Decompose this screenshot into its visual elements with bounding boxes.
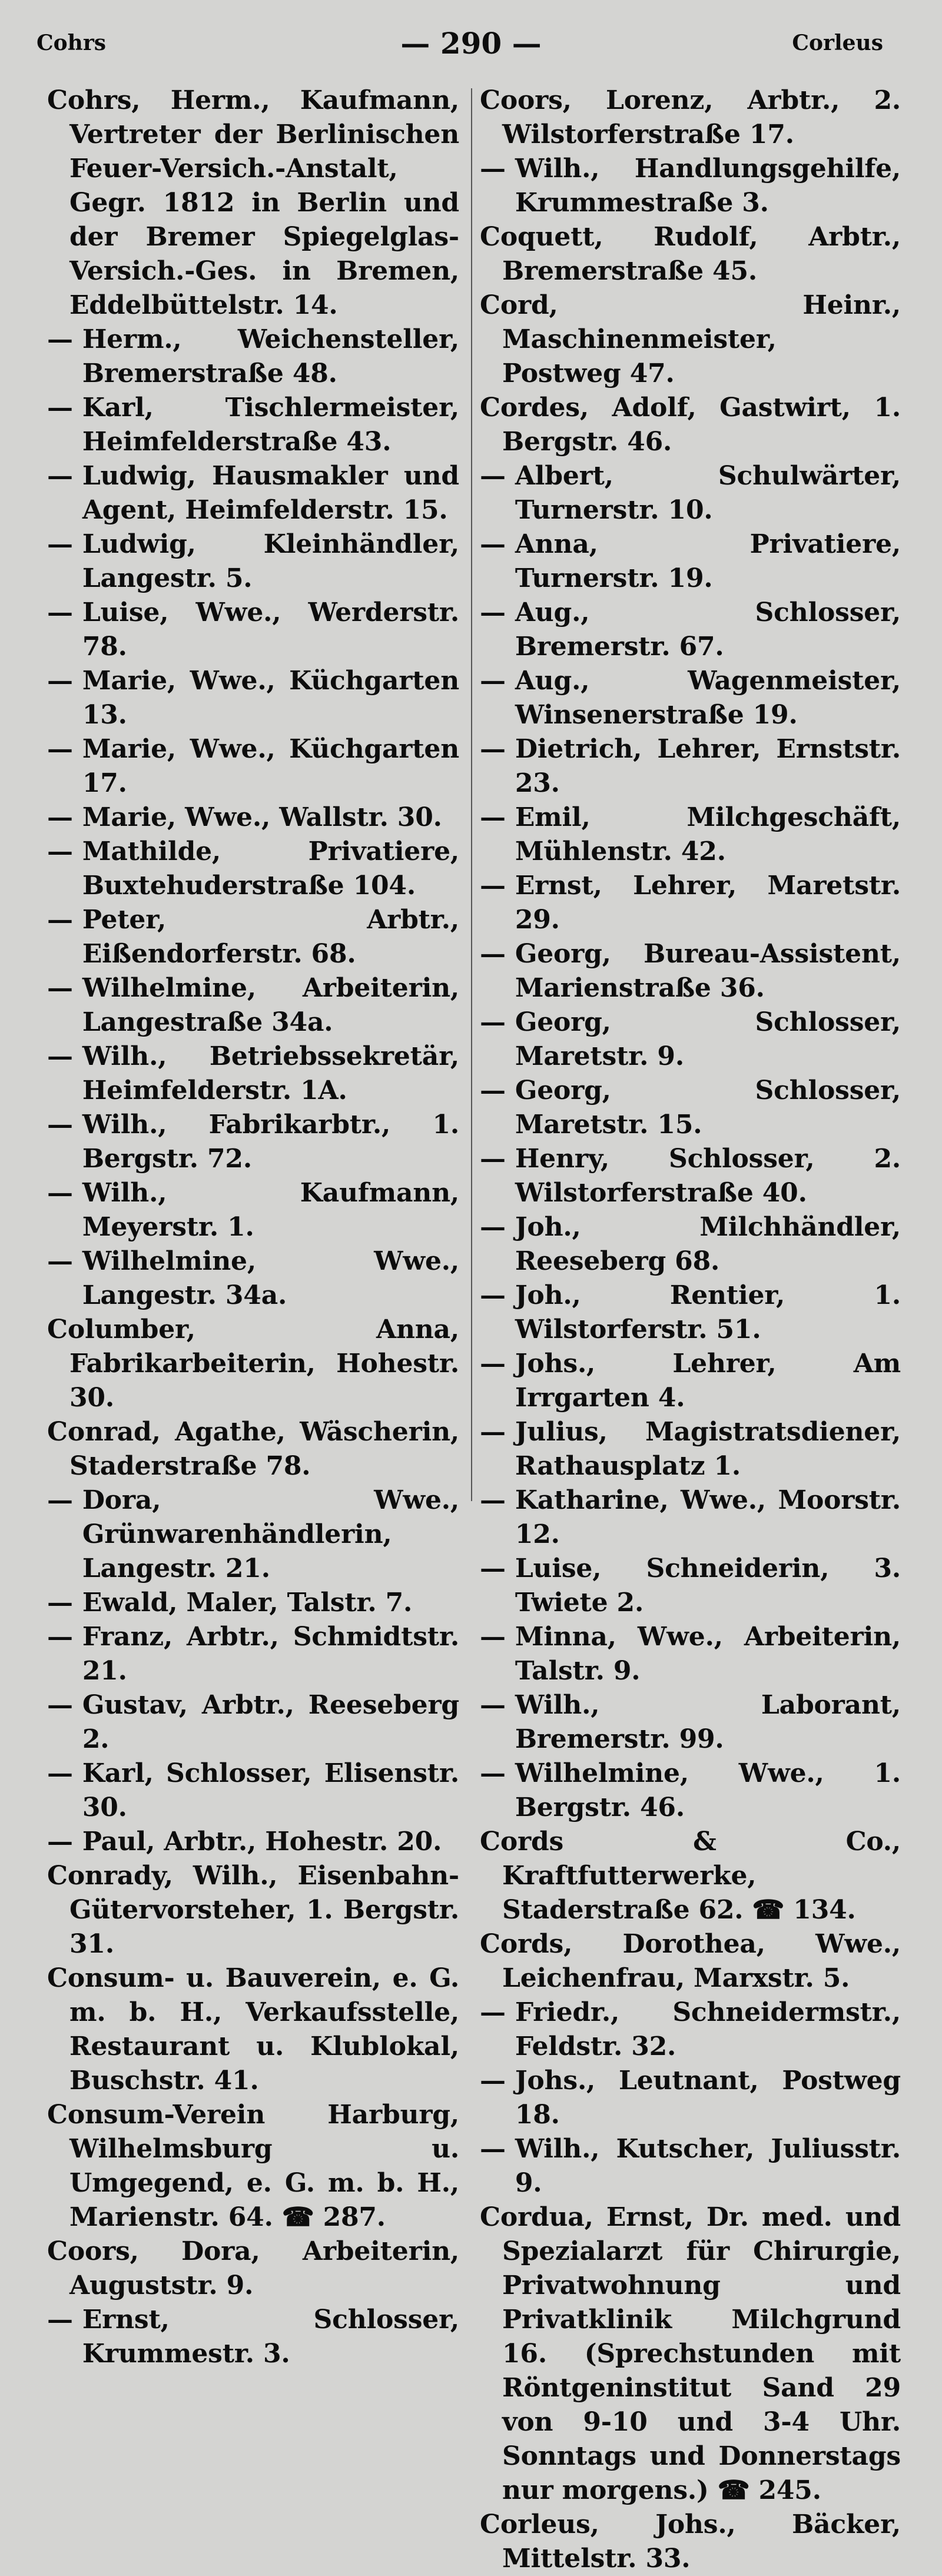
entry-text: Wilh., Laborant, Bremerstr. 99.: [515, 1690, 901, 1754]
directory-entry: [480, 1996, 901, 2064]
directory-entry: [47, 1620, 459, 1688]
entry-text: Katharine, Wwe., Moorstr. 12.: [515, 1485, 901, 1549]
entry-text: Ernst, Lehrer, Maretstr. 29.: [515, 871, 901, 935]
entry-dash: —: [47, 836, 73, 867]
entry-text: Julius, Magistratsdiener, Rathausplatz 1.: [515, 1417, 901, 1481]
entry-dash: —: [480, 1553, 506, 1584]
entry-text: Franz, Arbtr., Schmidtstr. 21.: [82, 1622, 459, 1686]
entry-dash: —: [47, 1246, 73, 1276]
entry-text: Marie, Wwe., Wallstr. 30.: [82, 802, 442, 832]
directory-entry: [47, 1825, 459, 1859]
entry-dash: —: [47, 461, 73, 491]
entry-dash: —: [47, 973, 73, 1003]
entry-text: Georg, Schlosser, Maretstr. 9.: [515, 1007, 901, 1071]
entry-dash: —: [480, 2066, 506, 2096]
entry-dash: —: [480, 529, 506, 559]
entry-text: Gustav, Arbtr., Reeseberg 2.: [82, 1690, 459, 1754]
entry-dash: —: [480, 1997, 506, 2027]
entry-text: Marie, Wwe., Küchgarten 17.: [82, 734, 459, 798]
entry-text: Wilh., Betriebssekretär, Heimfelderstr. 1A.: [82, 1041, 459, 1106]
entry-dash: —: [480, 734, 506, 764]
entry-dash: —: [47, 1827, 73, 1857]
running-head-right: Corleus: [792, 31, 883, 55]
entry-dash: —: [47, 597, 73, 628]
directory-entry: [47, 835, 459, 903]
entry-text: Conrad, Agathe, Wäscherin, Staderstraße 78.: [47, 1417, 459, 1481]
entry-text: Emil, Milchgeschäft, Mühlenstr. 42.: [515, 802, 901, 867]
directory-entry: [480, 732, 901, 801]
entry-dash: —: [480, 1417, 506, 1447]
entry-dash: —: [47, 1622, 73, 1652]
entry-dash: —: [480, 1280, 506, 1310]
directory-entry: [47, 527, 459, 596]
directory-entry: [47, 2235, 459, 2303]
entry-text: Joh., Rentier, 1. Wilstorferstr. 51.: [515, 1280, 901, 1345]
directory-entry: [480, 1279, 901, 1347]
directory-entry: [47, 323, 459, 391]
directory-entry: [480, 2132, 901, 2200]
entry-text: Peter, Arbtr., Eißendorferstr. 68.: [82, 905, 459, 969]
page-number: — 290 —: [400, 26, 542, 61]
entry-dash: —: [47, 1690, 73, 1720]
directory-entry: [480, 664, 901, 732]
entry-text: Marie, Wwe., Küchgarten 13.: [82, 666, 459, 730]
entry-text: Cohrs, Herm., Kaufmann, Vertreter der Berlinischen Feuer-Versich.-Anstalt, Gegr. 1812 in Berlin und der Bremer Spiegelglas-Versich.-Ges. in Bremen, Eddelbüttelstr. 14.: [47, 85, 459, 320]
entry-text: Anna, Privatiere, Turnerstr. 19.: [515, 529, 901, 593]
entry-text: Wilh., Handlungsgehilfe, Krummestraße 3.: [515, 154, 901, 218]
directory-entry: [47, 1040, 459, 1108]
entry-text: Dora, Wwe., Grünwarenhändlerin, Langestr. 21.: [82, 1485, 459, 1584]
directory-entry: [480, 2200, 901, 2508]
entry-text: Consum- u. Bauverein, e. G. m. b. H., Verkaufsstelle, Restaurant u. Klublokal, Buschstr. 41.: [47, 1963, 459, 2096]
entry-text: Columber, Anna, Fabrikarbeiterin, Hohestr. 30.: [47, 1314, 459, 1413]
directory-entry: [47, 1757, 459, 1825]
column-divider: [471, 88, 472, 1501]
entry-dash: —: [47, 393, 73, 423]
entry-text: Georg, Bureau-Assistent, Marienstraße 36.: [515, 939, 901, 1003]
entry-dash: —: [47, 2305, 73, 2335]
directory-entry: [47, 971, 459, 1040]
running-head-left: Cohrs: [37, 31, 107, 55]
entry-text: Luise, Schneiderin, 3. Twiete 2.: [515, 1553, 901, 1618]
entry-dash: —: [480, 1007, 506, 1037]
entry-dash: —: [480, 666, 506, 696]
entry-dash: —: [47, 1178, 73, 1208]
entry-text: Cordua, Ernst, Dr. med. und Spezialarzt für Chirurgie, Privatwohnung und Privatklinik Milchgrund 16. (Sprechstunden mit Röntgeninstitut Sand 29 von 9-10 und 3-4 Uhr. Sonntags und Donnerstags nur morgens.) ☎ 245.: [480, 2202, 901, 2505]
directory-entry: [480, 869, 901, 937]
entry-text: Henry, Schlosser, 2. Wilstorferstraße 40.: [515, 1144, 901, 1208]
entry-text: Wilhelmine, Wwe., Langestr. 34a.: [82, 1246, 459, 1310]
directory-entry: [480, 459, 901, 527]
directory-entry: [47, 903, 459, 971]
directory-entry: [480, 1347, 901, 1415]
entry-text: Minna, Wwe., Arbeiterin, Talstr. 9.: [515, 1622, 901, 1686]
entry-dash: —: [480, 802, 506, 832]
directory-entry: [47, 732, 459, 801]
entry-text: Ludwig, Hausmakler und Agent, Heimfelderstr. 15.: [82, 461, 459, 525]
directory-entry: [480, 801, 901, 869]
entry-dash: —: [480, 1485, 506, 1515]
directory-entry: [47, 1176, 459, 1244]
entry-dash: —: [480, 939, 506, 969]
entry-dash: —: [480, 871, 506, 901]
directory-entry: [47, 459, 459, 527]
directory-entry: [480, 2508, 901, 2576]
directory-entry: [480, 596, 901, 664]
entry-dash: —: [480, 1758, 506, 1788]
directory-entry: [480, 1620, 901, 1688]
entry-text: Wilhelmine, Arbeiterin, Langestraße 34a.: [82, 973, 459, 1037]
directory-entry: [47, 801, 459, 835]
entry-dash: —: [480, 1144, 506, 1174]
entry-text: Aug., Wagenmeister, Winsenerstraße 19.: [515, 666, 901, 730]
entry-dash: —: [480, 1349, 506, 1379]
entry-text: Luise, Wwe., Werderstr. 78.: [82, 597, 459, 662]
entry-text: Joh., Milchhändler, Reeseberg 68.: [515, 1212, 901, 1276]
entry-text: Wilh., Fabrikarbtr., 1. Bergstr. 72.: [82, 1110, 459, 1174]
entry-dash: —: [47, 1485, 73, 1515]
directory-entry: [47, 1961, 459, 2098]
entry-dash: —: [47, 1110, 73, 1140]
entry-dash: —: [47, 905, 73, 935]
directory-entry: [480, 527, 901, 596]
entry-text: Cords, Dorothea, Wwe., Leichenfrau, Marxstr. 5.: [480, 1929, 901, 1993]
entry-dash: —: [47, 666, 73, 696]
right-column: [480, 84, 901, 2576]
entry-dash: —: [480, 2134, 506, 2164]
directory-entry: [47, 1108, 459, 1176]
entry-text: Karl, Schlosser, Elisenstr. 30.: [82, 1758, 459, 1823]
entry-dash: —: [47, 1588, 73, 1618]
directory-entry: [47, 1244, 459, 1313]
entry-dash: —: [47, 1758, 73, 1788]
entry-text: Coquett, Rudolf, Arbtr., Bremerstraße 45.: [480, 222, 901, 286]
entry-dash: —: [47, 734, 73, 764]
directory-entry: [480, 1688, 901, 1757]
entry-text: Conrady, Wilh., Eisenbahn-Gütervorsteher, 1. Bergstr. 31.: [47, 1861, 459, 1959]
directory-entry: [47, 84, 459, 323]
entry-text: Wilhelmine, Wwe., 1. Bergstr. 46.: [515, 1758, 901, 1823]
entry-text: Karl, Tischlermeister, Heimfelderstraße 43.: [82, 393, 459, 457]
entry-text: Coors, Lorenz, Arbtr., 2. Wilstorferstraße 17.: [480, 85, 901, 150]
directory-entry: [480, 1005, 901, 1074]
entry-dash: —: [480, 1622, 506, 1652]
entry-text: Friedr., Schneidermstr., Feldstr. 32.: [515, 1997, 901, 2062]
entry-text: Cords & Co., Kraftfutterwerke, Staderstraße 62. ☎ 134.: [480, 1827, 901, 1925]
entry-dash: —: [480, 154, 506, 184]
entry-text: Wilh., Kutscher, Juliusstr. 9.: [515, 2134, 901, 2198]
left-column: [47, 84, 459, 2371]
directory-entry: [480, 152, 901, 220]
directory-entry: [480, 1483, 901, 1552]
directory-entry: [480, 1825, 901, 1927]
directory-entry: [480, 220, 901, 288]
directory-entry: [47, 1483, 459, 1586]
entry-dash: —: [47, 802, 73, 832]
entry-dash: —: [47, 324, 73, 354]
entry-text: Cordes, Adolf, Gastwirt, 1. Bergstr. 46.: [480, 393, 901, 457]
directory-entry: [47, 2303, 459, 2371]
entry-dash: —: [47, 1041, 73, 1071]
directory-entry: [480, 1757, 901, 1825]
directory-entry: [480, 391, 901, 459]
directory-entry: [480, 84, 901, 152]
entry-text: Johs., Lehrer, Am Irrgarten 4.: [515, 1349, 901, 1413]
entry-text: Albert, Schulwärter, Turnerstr. 10.: [515, 461, 901, 525]
entry-text: Cord, Heinr., Maschinenmeister, Postweg 47.: [480, 290, 901, 389]
entry-text: Wilh., Kaufmann, Meyerstr. 1.: [82, 1178, 459, 1242]
entry-text: Paul, Arbtr., Hohestr. 20.: [82, 1827, 442, 1857]
entry-text: Consum-Verein Harburg, Wilhelmsburg u. Umgegend, e. G. m. b. H., Marienstr. 64. ☎ 287.: [47, 2100, 459, 2232]
directory-entry: [480, 1142, 901, 1210]
entry-text: Coors, Dora, Arbeiterin, Auguststr. 9.: [47, 2236, 459, 2301]
directory-entry: [47, 1415, 459, 1483]
directory-entry: [47, 1859, 459, 1961]
entry-text: Johs., Leutnant, Postweg 18.: [515, 2066, 901, 2130]
entry-text: Dietrich, Lehrer, Ernststr. 23.: [515, 734, 901, 798]
directory-entry: [47, 1313, 459, 1415]
directory-entry: [480, 1552, 901, 1620]
directory-entry: [47, 664, 459, 732]
entry-dash: —: [480, 597, 506, 628]
entry-text: Ernst, Schlosser, Krummestr. 3.: [82, 2305, 459, 2369]
directory-entry: [480, 1210, 901, 1279]
directory-entry: [480, 1415, 901, 1483]
entry-text: Ludwig, Kleinhändler, Langestr. 5.: [82, 529, 459, 593]
entry-text: Herm., Weichensteller, Bremerstraße 48.: [82, 324, 459, 389]
entry-text: Aug., Schlosser, Bremerstr. 67.: [515, 597, 901, 662]
directory-entry: [47, 1688, 459, 1757]
entry-dash: —: [480, 1690, 506, 1720]
directory-entry: [47, 1586, 459, 1620]
entry-text: Mathilde, Privatiere, Buxtehuderstraße 104.: [82, 836, 459, 901]
entry-dash: —: [47, 529, 73, 559]
entry-text: Ewald, Maler, Talstr. 7.: [82, 1588, 413, 1618]
entry-text: Georg, Schlosser, Maretstr. 15.: [515, 1075, 901, 1140]
directory-entry: [47, 596, 459, 664]
entry-dash: —: [480, 1212, 506, 1242]
directory-entry: [480, 288, 901, 391]
directory-entry: [480, 1927, 901, 1996]
entry-text: Corleus, Johs., Bäcker, Mittelstr. 33.: [480, 2509, 901, 2574]
entry-dash: —: [480, 461, 506, 491]
directory-entry: [480, 937, 901, 1005]
entry-dash: —: [480, 1075, 506, 1106]
directory-entry: [47, 2098, 459, 2235]
directory-entry: [47, 391, 459, 459]
directory-entry: [480, 1074, 901, 1142]
directory-entry: [480, 2064, 901, 2132]
